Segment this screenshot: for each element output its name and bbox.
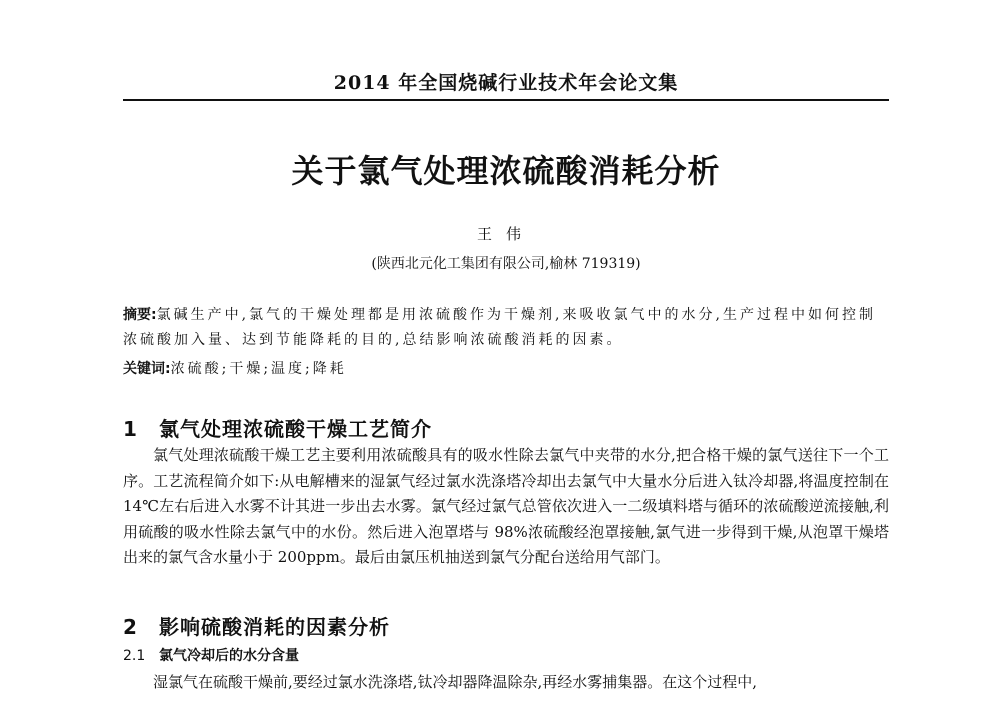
- section-title: 影响硫酸消耗的因素分析: [159, 615, 390, 639]
- section-number: 1: [123, 417, 138, 441]
- keywords: [123, 357, 889, 382]
- author-name: 王伟: [476, 225, 535, 243]
- section-number: 2: [123, 615, 138, 639]
- running-header: 2014 年全国烧碱行业技术年会论文集: [333, 72, 679, 94]
- abstract-label: 摘要:: [123, 307, 157, 323]
- abstract-text: 氯碱生产中,氯气的干燥处理都是用浓硫酸作为干燥剂,来吸收氯气中的水分,生产过程中如何控制浓硫酸加入量、达到节能降耗的目的,总结影响浓硫酸消耗的因素。: [123, 307, 876, 348]
- subsection-heading-2-1: [123, 646, 889, 666]
- subsection-title: 氯气冷却后的水分含量: [159, 648, 299, 664]
- section-title: 氯气处理浓硫酸干燥工艺简介: [159, 417, 432, 441]
- section-1-body: 氯气处理浓硫酸干燥工艺主要利用浓硫酸具有的吸水性除去氯气中夹带的水分,把合格干燥的氯气送往下一个工序。工艺流程简介如下:从电解槽来的湿氯气经过氯水洗涤塔冷却出去氯气中大量水分后进入钛冷却器,将温度控制在 14℃左右后进入水雾不计其进一步出去水雾。氯气经过氯气总管依次进入一二级填料塔与循环的浓硫酸逆流接触,利用硫酸的吸水性除去氯气中的水份。然后进入泡罩塔与 98%浓硫酸经泡罩接触,氯气进一步得到干燥,从泡罩干燥塔出来的氯气含水量小于 200ppm。最后由氯压机抽送到氯气分配台送给用气部门。: [123, 446, 889, 566]
- author-affiliation: (陕西北元化工集团有限公司,榆林 719319): [371, 256, 641, 272]
- subsection-2-1-body: 湿氯气在硫酸干燥前,要经过氯水洗涤塔,钛冷却器降温除杂,再经水雾捕集器。在这个过程中,: [153, 673, 758, 691]
- header-rule: [123, 99, 889, 101]
- section-heading-2: [123, 614, 889, 640]
- keywords-label: 关键词:: [123, 361, 171, 377]
- paper-title: 关于氯气处理浓硫酸消耗分析: [291, 152, 721, 190]
- section-heading-1: [123, 416, 889, 442]
- subsection-number: 2.1: [123, 648, 146, 664]
- abstract: [123, 303, 889, 353]
- keywords-text: 浓硫酸;干燥;温度;降耗: [170, 361, 347, 377]
